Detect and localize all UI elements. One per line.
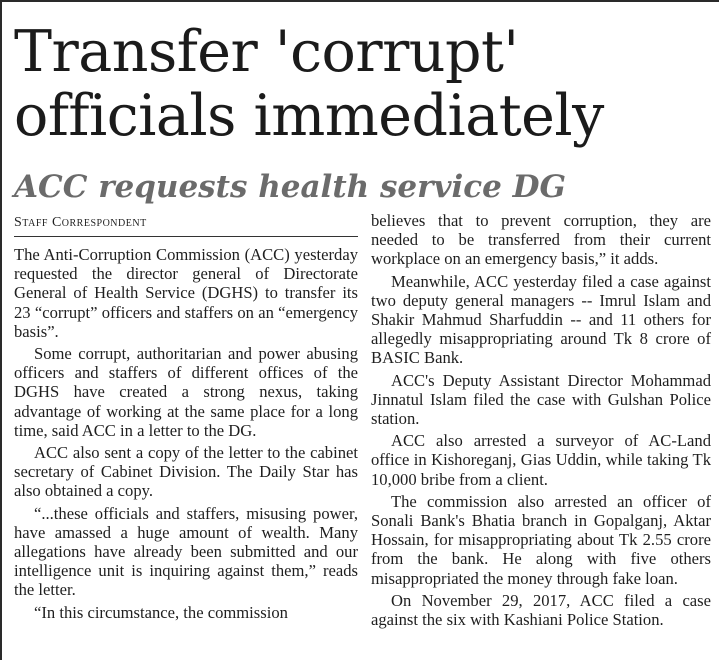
article-column-left [14, 245, 358, 625]
byline: Staff Correspondent [14, 214, 358, 237]
paragraph: “In this circumstance, the commission [34, 602, 288, 622]
paragraph: Meanwhile, ACC yesterday filed a case against two deputy general managers -- Imrul Islam and Shakir Mahmud Sharfuddin -- and 11 others for allegedly misappropriating around Tk 8 crore of BASIC Bank. [371, 271, 711, 368]
paragraph: “...these officials and staffers, misusing power, have amassed a huge amount of wealth. Many allegations have already been submitted and our intelligence unit is inquiring against them,” reads the letter. [14, 503, 358, 600]
paragraph: believes that to prevent corruption, they are needed to be transferred from their current workplace on an emergency basis,” it adds. [371, 211, 711, 269]
paragraph: On November 29, 2017, ACC filed a case against the six with Kashiani Police Station. [371, 590, 711, 630]
paragraph: The commission also arrested an officer of Sonali Bank's Bhatia branch in Gopalganj, Aktar Hossain, for misappropriating about Tk 2.55 crore from the bank. He along with five others misappropriated the money through fake loan. [371, 491, 711, 588]
article-column-right [371, 211, 711, 632]
paragraph: Some corrupt, authoritarian and power abusing officers and staffers of different offices of the DGHS have created a strong nexus, taking advantage of working at the same place for a long time, said ACC in a letter to the DG. [14, 344, 358, 440]
subheadline: ACC requests health service DG [14, 169, 567, 205]
paragraph: ACC's Deputy Assistant Director Mohammad Jinnatul Islam filed the case with Gulshan Police station. [371, 370, 711, 429]
paragraph: The Anti-Corruption Commission (ACC) yesterday requested the director general of Directorate General of Health Service (DGHS) to transfer its 23 “corrupt” officers and staffers on an “emergency basis”. [14, 245, 358, 341]
paragraph: ACC also arrested a surveyor of AC-Land office in Kishoreganj, Gias Uddin, while taking Tk 10,000 bribe from a client. [371, 431, 711, 489]
headline: Transfer 'corrupt' officials immediately [14, 19, 604, 149]
paragraph: ACC also sent a copy of the letter to the cabinet secretary of Cabinet Division. The Daily Star has also obtained a copy. [14, 443, 358, 501]
